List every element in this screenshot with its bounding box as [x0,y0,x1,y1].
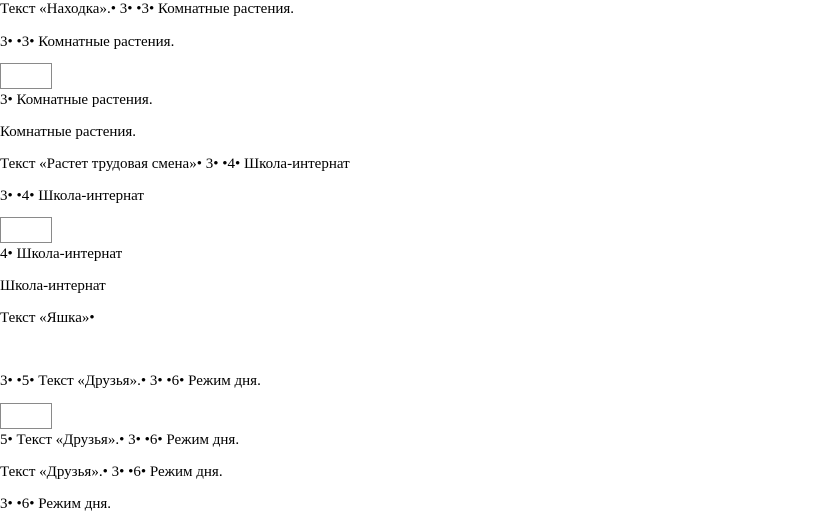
text-line-1: Текст «Находка».• 3• •3• Комнатные растения. [0,1,295,17]
text-line-10: 3• •5• Текст «Друзья».• 3• •6• Режим дня. [0,373,261,389]
text-line-8: Школа-интернат [0,278,106,294]
empty-frame-box-3 [0,403,52,429]
empty-frame-box-1 [0,63,52,89]
text-line-11: 5• Текст «Друзья».• 3• •6• Режим дня. [0,432,240,448]
text-line-2: 3• •3• Комнатные растения. [0,34,175,50]
empty-frame-box-2 [0,217,52,243]
text-line-5: Текст «Растет трудовая смена»• 3• •4• Школа-интернат [0,156,350,172]
text-line-3: 3• Комнатные растения. [0,92,153,108]
text-line-6: 3• •4• Школа-интернат [0,188,144,204]
text-line-7: 4• Школа-интернат [0,246,123,262]
text-line-12: Текст «Друзья».• 3• •6• Режим дня. [0,464,223,480]
text-line-9: Текст «Яшка»• [0,310,95,326]
text-line-13: 3• •6• Режим дня. [0,496,111,512]
text-line-4: Комнатные растения. [0,124,137,140]
